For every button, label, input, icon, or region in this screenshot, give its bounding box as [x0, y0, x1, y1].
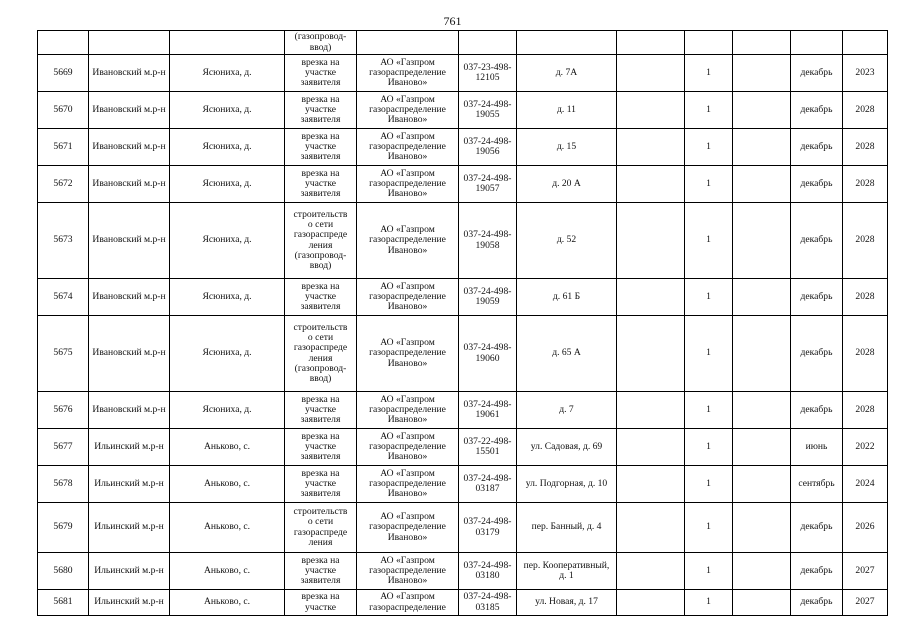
cell-month: декабрь: [791, 503, 843, 553]
table-row: [38, 316, 888, 392]
cell-locality: Ясюниха, д.: [170, 392, 285, 429]
table-row: [38, 429, 888, 466]
cell-organization: АО «Газпром газораспределение Иваново»: [357, 503, 459, 553]
cell-organization: АО «Газпром газораспределение Иваново»: [357, 166, 459, 203]
cell-address: д. 15: [517, 129, 617, 166]
cell-empty: [733, 553, 791, 590]
cell-district: Ивановский м.р-н: [89, 166, 170, 203]
cell-code: 037-24-498-19059: [459, 279, 517, 316]
cell-empty: [733, 166, 791, 203]
cell-quantity: 1: [685, 316, 733, 392]
cell-code: 037-24-498-03180: [459, 553, 517, 590]
table-row: [38, 392, 888, 429]
cell-number: 5676: [38, 392, 89, 429]
table-row: [38, 466, 888, 503]
cell-locality: Аньково, с.: [170, 466, 285, 503]
cell-locality: Ясюниха, д.: [170, 316, 285, 392]
cell-work-type: врезка на участке заявителя: [285, 129, 357, 166]
cell-organization: АО «Газпром газораспределение Иваново»: [357, 466, 459, 503]
cell-address: д. 20 А: [517, 166, 617, 203]
cell-code: 037-24-498-19061: [459, 392, 517, 429]
cell-year: 2028: [843, 166, 888, 203]
cell-organization: АО «Газпром газораспределение: [357, 590, 459, 616]
cell-district: Ильинский м.р-н: [89, 553, 170, 590]
cell-year: 2028: [843, 316, 888, 392]
cell-year: 2022: [843, 429, 888, 466]
cell-month: декабрь: [791, 553, 843, 590]
cell-organization: АО «Газпром газораспределение Иваново»: [357, 92, 459, 129]
cell-organization: АО «Газпром газораспределение Иваново»: [357, 429, 459, 466]
cell-number: 5671: [38, 129, 89, 166]
cell-work-type: врезка на участке заявителя: [285, 166, 357, 203]
cell-work-type: врезка на участке заявителя: [285, 92, 357, 129]
cell-district: Ивановский м.р-н: [89, 129, 170, 166]
cell-number: 5675: [38, 316, 89, 392]
cell-empty: [617, 279, 685, 316]
cell-locality: Ясюниха, д.: [170, 55, 285, 92]
cell-code: 037-24-498-19057: [459, 166, 517, 203]
cell-work-type: врезка на участке заявителя: [285, 466, 357, 503]
cell-number: 5672: [38, 166, 89, 203]
cell-district: Ивановский м.р-н: [89, 203, 170, 279]
cell-year: 2028: [843, 392, 888, 429]
cell-address: д. 52: [517, 203, 617, 279]
cell-empty: [617, 166, 685, 203]
cell-number: 5674: [38, 279, 89, 316]
cell-year: 2024: [843, 466, 888, 503]
cell-empty: [733, 590, 791, 616]
cell-locality: Ясюниха, д.: [170, 203, 285, 279]
cell-district: Ильинский м.р-н: [89, 466, 170, 503]
cell-quantity: 1: [685, 466, 733, 503]
cell-locality: Аньково, с.: [170, 590, 285, 616]
cell-work-type: строительств о сети газораспреде ления (газопровод- ввод): [285, 203, 357, 279]
cell-address: ул. Садовая, д. 69: [517, 429, 617, 466]
cell-empty: [617, 392, 685, 429]
cell-quantity: 1: [685, 590, 733, 616]
cell-month: декабрь: [791, 166, 843, 203]
table-row: [38, 203, 888, 279]
carry-over-row: [38, 31, 888, 55]
cell-month: декабрь: [791, 279, 843, 316]
cell-work-type: врезка на участке заявителя: [285, 392, 357, 429]
cell-work-type: врезка на участке заявителя: [285, 279, 357, 316]
cell-year: 2027: [843, 590, 888, 616]
cell-empty: [733, 203, 791, 279]
cell-code: 037-24-498-19060: [459, 316, 517, 392]
cell-work-type: врезка на участке заявителя: [285, 55, 357, 92]
cell-address: д. 11: [517, 92, 617, 129]
cell-year: 2028: [843, 92, 888, 129]
cell-locality: Ясюниха, д.: [170, 129, 285, 166]
table-row: [38, 553, 888, 590]
carry-over-type-cell: (газопровод- ввод): [285, 31, 357, 55]
cell-number: 5670: [38, 92, 89, 129]
cell-month: декабрь: [791, 129, 843, 166]
cell-locality: Ясюниха, д.: [170, 92, 285, 129]
cell-quantity: 1: [685, 279, 733, 316]
cell-work-type: врезка на участке заявителя: [285, 429, 357, 466]
cell-code: 037-22-498-15501: [459, 429, 517, 466]
cell-address: пер. Кооперативный, д. 1: [517, 553, 617, 590]
table-row: [38, 129, 888, 166]
cell-empty: [733, 429, 791, 466]
cell-work-type: строительств о сети газораспреде ления (газопровод- ввод): [285, 316, 357, 392]
cell-district: Ивановский м.р-н: [89, 92, 170, 129]
cell-address: ул. Новая, д. 17: [517, 590, 617, 616]
cell-code: 037-24-498-03185: [459, 590, 517, 616]
cell-address: д. 61 Б: [517, 279, 617, 316]
cell-code: 037-23-498-12105: [459, 55, 517, 92]
cell-empty: [617, 316, 685, 392]
cell-district: Ивановский м.р-н: [89, 316, 170, 392]
cell-organization: АО «Газпром газораспределение Иваново»: [357, 279, 459, 316]
cell-month: июнь: [791, 429, 843, 466]
cell-empty: [733, 316, 791, 392]
register-table: [37, 30, 888, 616]
cell-code: 037-24-498-19058: [459, 203, 517, 279]
cell-quantity: 1: [685, 503, 733, 553]
cell-year: 2028: [843, 203, 888, 279]
cell-empty: [733, 503, 791, 553]
cell-organization: АО «Газпром газораспределение Иваново»: [357, 392, 459, 429]
cell-address: пер. Банный, д. 4: [517, 503, 617, 553]
cell-address: д. 65 А: [517, 316, 617, 392]
cell-quantity: 1: [685, 553, 733, 590]
cell-number: 5673: [38, 203, 89, 279]
cell-month: декабрь: [791, 590, 843, 616]
cell-quantity: 1: [685, 92, 733, 129]
cell-quantity: 1: [685, 129, 733, 166]
table-row: [38, 55, 888, 92]
table-row: [38, 503, 888, 553]
cell-empty: [617, 55, 685, 92]
cell-district: Ивановский м.р-н: [89, 279, 170, 316]
cell-month: сентябрь: [791, 466, 843, 503]
cell-empty: [733, 466, 791, 503]
cell-district: Ивановский м.р-н: [89, 392, 170, 429]
cell-empty: [617, 590, 685, 616]
cell-number: 5680: [38, 553, 89, 590]
cell-locality: Аньково, с.: [170, 503, 285, 553]
table-row: [38, 166, 888, 203]
cell-quantity: 1: [685, 392, 733, 429]
cell-address: ул. Подгорная, д. 10: [517, 466, 617, 503]
cell-year: 2023: [843, 55, 888, 92]
cell-district: Ивановский м.р-н: [89, 55, 170, 92]
cell-work-type: строительств о сети газораспреде ления: [285, 503, 357, 553]
cell-empty: [733, 92, 791, 129]
cell-number: 5678: [38, 466, 89, 503]
cell-locality: Ясюниха, д.: [170, 279, 285, 316]
cell-number: 5681: [38, 590, 89, 616]
table-row: [38, 92, 888, 129]
cell-number: 5679: [38, 503, 89, 553]
cell-district: Ильинский м.р-н: [89, 590, 170, 616]
cell-work-type: врезка на участке: [285, 590, 357, 616]
table-row: [38, 590, 888, 616]
cell-empty: [617, 92, 685, 129]
cell-empty: [617, 503, 685, 553]
cell-year: 2026: [843, 503, 888, 553]
cell-month: декабрь: [791, 92, 843, 129]
cell-quantity: 1: [685, 166, 733, 203]
cell-number: 5677: [38, 429, 89, 466]
cell-work-type: врезка на участке заявителя: [285, 553, 357, 590]
cell-locality: Ясюниха, д.: [170, 166, 285, 203]
cell-empty: [733, 129, 791, 166]
cell-empty: [617, 553, 685, 590]
cell-district: Ильинский м.р-н: [89, 429, 170, 466]
cell-code: 037-24-498-03187: [459, 466, 517, 503]
page-number: 761: [443, 14, 462, 28]
cell-district: Ильинский м.р-н: [89, 503, 170, 553]
cell-organization: АО «Газпром газораспределение Иваново»: [357, 316, 459, 392]
table-row: [38, 279, 888, 316]
cell-locality: Аньково, с.: [170, 553, 285, 590]
cell-month: декабрь: [791, 55, 843, 92]
cell-code: 037-24-498-19056: [459, 129, 517, 166]
cell-quantity: 1: [685, 203, 733, 279]
cell-organization: АО «Газпром газораспределение Иваново»: [357, 129, 459, 166]
cell-empty: [617, 203, 685, 279]
cell-organization: АО «Газпром газораспределение Иваново»: [357, 553, 459, 590]
cell-month: декабрь: [791, 316, 843, 392]
cell-address: д. 7: [517, 392, 617, 429]
cell-quantity: 1: [685, 55, 733, 92]
cell-empty: [617, 429, 685, 466]
cell-empty: [733, 392, 791, 429]
cell-empty: [617, 466, 685, 503]
cell-number: 5669: [38, 55, 89, 92]
cell-quantity: 1: [685, 429, 733, 466]
cell-locality: Аньково, с.: [170, 429, 285, 466]
cell-code: 037-24-498-19055: [459, 92, 517, 129]
cell-empty: [733, 55, 791, 92]
cell-month: декабрь: [791, 392, 843, 429]
cell-empty: [617, 129, 685, 166]
cell-code: 037-24-498-03179: [459, 503, 517, 553]
cell-empty: [733, 279, 791, 316]
cell-organization: АО «Газпром газораспределение Иваново»: [357, 203, 459, 279]
cell-year: 2028: [843, 129, 888, 166]
cell-month: декабрь: [791, 203, 843, 279]
cell-year: 2027: [843, 553, 888, 590]
cell-organization: АО «Газпром газораспределение Иваново»: [357, 55, 459, 92]
cell-year: 2028: [843, 279, 888, 316]
cell-address: д. 7А: [517, 55, 617, 92]
